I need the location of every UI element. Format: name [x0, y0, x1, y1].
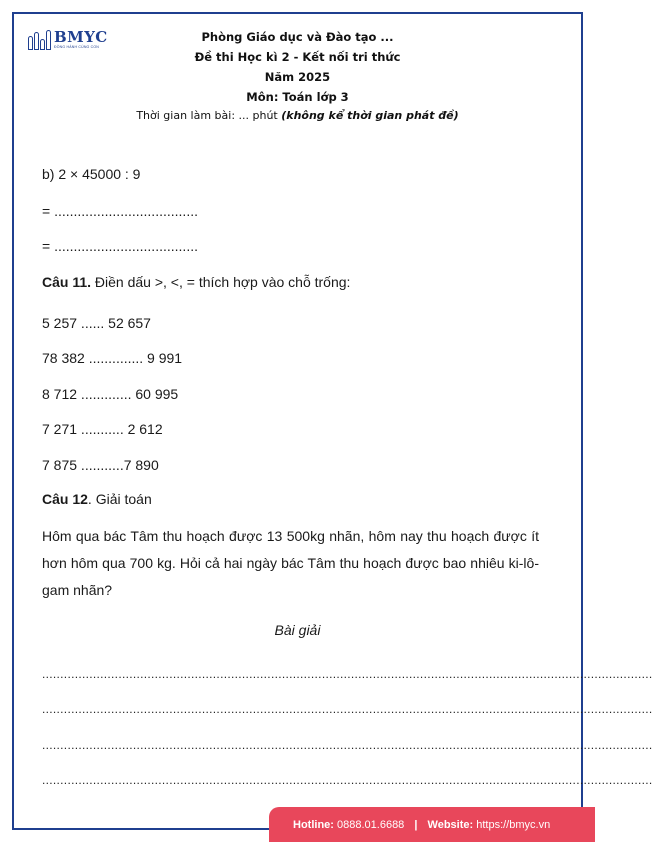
- part-b-expression: b) 2 × 45000 : 9: [42, 166, 141, 182]
- compare-item-1: 5 257 ...... 52 657: [42, 315, 151, 331]
- hotline-number[interactable]: 0888.01.6688: [337, 818, 405, 831]
- hotline-label: Hotline:: [293, 818, 334, 831]
- question-11-heading: Câu 11. Điền dấu >, <, = thích hợp vào chỗ trống:: [42, 274, 351, 290]
- compare-item-4: 7 271 ........... 2 612: [42, 421, 163, 437]
- exam-year: Năm 2025: [264, 70, 331, 84]
- contact-footer: [269, 807, 595, 842]
- answer-line-2: ........................................................................................................................................................................: [42, 702, 653, 716]
- compare-item-2: 78 382 .............. 9 991: [42, 350, 183, 366]
- solution-title: Bài giải: [274, 622, 321, 638]
- website-label: Website:: [427, 818, 474, 831]
- part-b-step-2: = .....................................: [42, 238, 198, 254]
- logo-tagline: ĐỒNG HÀNH CÙNG CON: [54, 45, 100, 49]
- question-12-problem: Hôm qua bác Tâm thu hoạch được 13 500kg nhãn, hôm nay thu hoạch được ít hơn hôm qua 700 kg. Hỏi cả hai ngày bác Tâm thu hoạch được bao nhiêu ki-lô-gam nhãn?: [42, 528, 539, 598]
- website-link[interactable]: https://bmyc.vn: [476, 818, 551, 831]
- subject-title: Môn: Toán lớp 3: [246, 90, 349, 104]
- answer-line-3: ........................................................................................................................................................................: [42, 738, 653, 752]
- exam-title: Đề thi Học kì 2 - Kết nối tri thức: [194, 50, 401, 64]
- compare-item-5: 7 875 ...........7 890: [42, 457, 159, 473]
- department-title: Phòng Giáo dục và Đào tạo ...: [201, 30, 394, 44]
- question-12-heading: Câu 12. Giải toán: [42, 491, 152, 507]
- part-b-step-1: = .....................................: [42, 203, 198, 219]
- answer-line-1: ........................................................................................................................................................................: [42, 667, 653, 681]
- answer-line-4: ........................................................................................................................................................................: [42, 773, 653, 787]
- time-note: Thời gian làm bài: ... phút (không kể thời gian phát đề): [136, 109, 459, 122]
- footer-separator: |: [414, 818, 418, 831]
- compare-item-3: 8 712 ............. 60 995: [42, 386, 179, 402]
- logo-name: BMYC: [54, 28, 108, 46]
